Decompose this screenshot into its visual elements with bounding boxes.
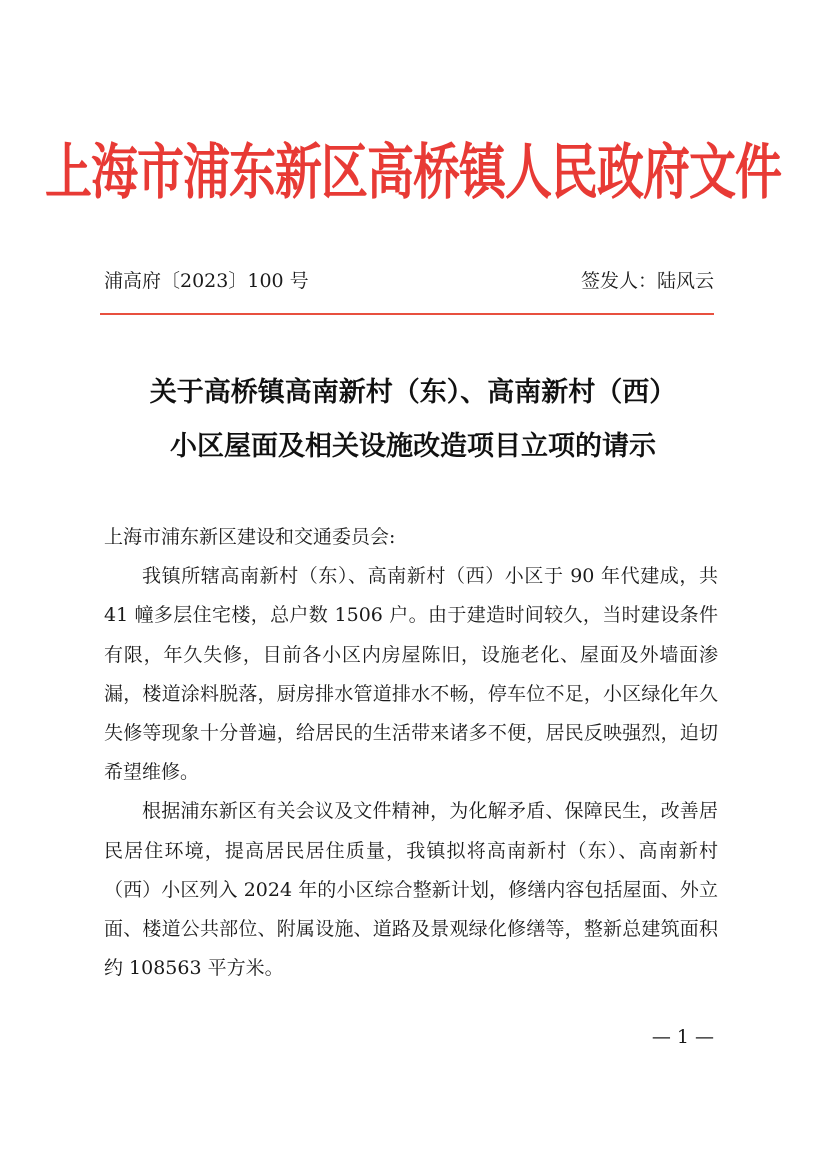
document-info-line: [104, 264, 714, 298]
document-masthead: 上海市浦东新区高桥镇人民政府文件: [45, 138, 781, 209]
document-title-line-1: 关于高桥镇高南新村（东）、高南新村（西）: [149, 377, 677, 408]
document-title-line-2: 小区屋面及相关设施改造项目立项的请示: [170, 431, 656, 462]
page-number: — 1 —: [651, 1026, 714, 1048]
document-body: [104, 518, 718, 988]
addressee: 上海市浦东新区建设和交通委员会:: [104, 526, 396, 548]
body-paragraph-1: 我镇所辖高南新村（东）、高南新村（西）小区于 90 年代建成，共 41 幢多层住宅楼，总户数 1506 户。由于建造时间较久，当时建设条件有限，年久失修，目前各小区内房屋陈旧，设施老化、屋面及外墙面渗漏，楼道涂料脱落，厨房排水管道排水不畅，停车位不足，小区绿化年久失修等现象十分普遍，给居民的生活带来诸多不便，居民反映强烈，迫切希望维修。: [104, 565, 718, 784]
document-title: [60, 366, 766, 474]
body-paragraph-2: 根据浦东新区有关会议及文件精神，为化解矛盾、保障民生，改善居民居住环境，提高居民居住质量，我镇拟将高南新村（东）、高南新村（西）小区列入 2024 年的小区综合整新计划，修缮内容包括屋面、外立面、楼道公共部位、附属设施、道路及景观绿化修缮等，整新总建筑面积约 108563 平方米。: [104, 800, 718, 980]
red-separator-line: [100, 313, 714, 315]
document-number: 浦高府〔2023〕100 号: [104, 270, 309, 292]
document-signer: 签发人：陆风云: [580, 270, 714, 292]
